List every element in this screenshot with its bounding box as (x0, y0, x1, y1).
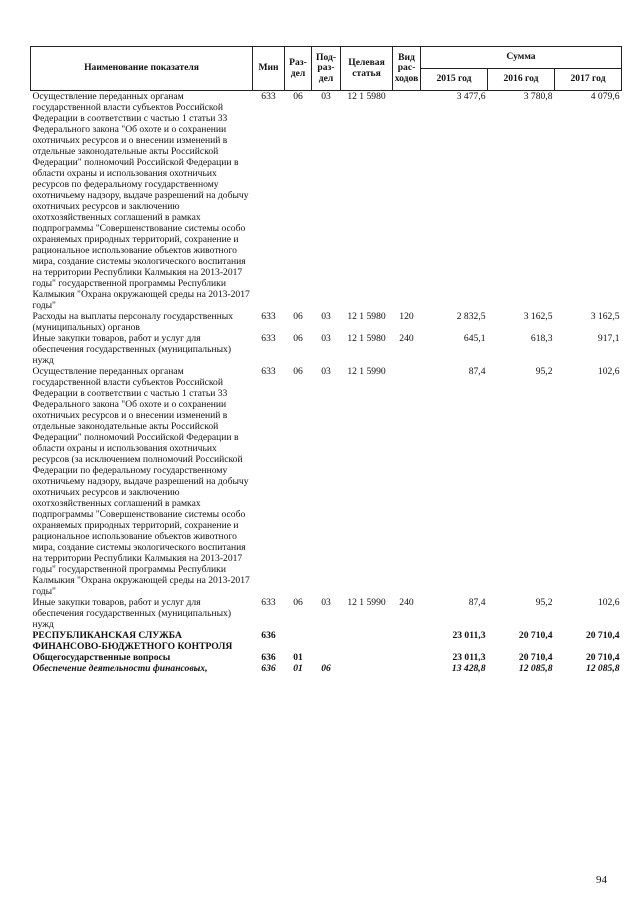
row-target-item: 12 1 5980 (347, 91, 386, 102)
row-sum-2017: 20 710,4 (585, 652, 620, 663)
row-expense-type (393, 663, 421, 677)
row-subsection (312, 630, 341, 652)
row-ministry: 633 (261, 311, 276, 322)
row-sum-2016: 12 085,8 (518, 663, 553, 674)
row-expense-type (393, 652, 421, 663)
header-name: Наименование показателя (31, 47, 253, 91)
budget-document (30, 46, 621, 677)
header-section: Раз- дел (285, 47, 312, 91)
row-subsection: 03 (321, 366, 331, 377)
page-number: 94 (596, 874, 607, 886)
row-sum-2017: 3 162,5 (590, 311, 620, 322)
row-sum-2015: 23 011,3 (452, 630, 486, 641)
row-ministry: 633 (261, 597, 276, 608)
row-sum-2016: 618,3 (530, 333, 553, 344)
row-ministry: 633 (261, 366, 276, 377)
row-ministry: 636 (261, 630, 276, 641)
row-name: РЕСПУБЛИКАНСКАЯ СЛУЖБА ФИНАНСОВО-БЮДЖЕТНОГО КОНТРОЛЯ (32, 630, 233, 652)
table-row (31, 366, 622, 597)
row-name: Расходы на выплаты персоналу государственных (муниципальных) органов (32, 311, 234, 333)
table-row (31, 91, 622, 312)
row-sum-2015: 23 011,3 (452, 652, 486, 663)
row-expense-type (393, 91, 421, 312)
table-row (31, 652, 622, 663)
row-expense-type: 120 (399, 311, 414, 322)
row-section: 06 (293, 366, 303, 377)
header-target-item: Целевая статья (341, 47, 393, 91)
table-row (31, 597, 622, 630)
header-expense-type: Вид рас- ходов (393, 47, 421, 91)
row-name: Общегосударственные вопросы (32, 652, 171, 663)
header-year-2016: 2016 год (488, 69, 555, 91)
row-sum-2017: 102,6 (597, 597, 620, 608)
row-section: 06 (293, 333, 303, 344)
row-expense-type (393, 366, 421, 597)
row-subsection: 03 (321, 311, 331, 322)
table-row (31, 311, 622, 333)
budget-table (30, 46, 622, 677)
row-sum-2016: 20 710,4 (518, 630, 553, 641)
table-body (31, 91, 622, 678)
table-row (31, 333, 622, 366)
row-subsection: 06 (321, 663, 331, 674)
row-sum-2015: 87,4 (468, 597, 486, 608)
row-section: 06 (293, 597, 303, 608)
header-year-2015: 2015 год (421, 69, 488, 91)
row-sum-2016: 95,2 (535, 366, 553, 377)
row-name: Иные закупки товаров, работ и услуг для обеспечения государственных (муниципальных) нужд (32, 333, 232, 366)
row-name: Иные закупки товаров, работ и услуг для обеспечения государственных (муниципальных) нужд (32, 597, 232, 630)
table-row (31, 630, 622, 652)
row-target-item: 12 1 5990 (347, 366, 386, 377)
header-ministry: Мин (253, 47, 285, 91)
row-target-item: 12 1 5980 (347, 311, 386, 322)
row-sum-2016: 20 710,4 (518, 652, 553, 663)
row-sum-2015: 87,4 (468, 366, 486, 377)
row-sum-2016: 3 780,8 (523, 91, 553, 102)
row-sum-2015: 645,1 (463, 333, 486, 344)
row-sum-2016: 95,2 (535, 597, 553, 608)
row-sum-2017: 917,1 (597, 333, 620, 344)
row-name: Осуществление переданных органам государственной власти субъектов Российской Федерации в соответствии с частью 1 статьи 33 Федерального закона "Об охоте и о сохранении охотничьих ресурсов и о внесении изменений в отдельные законодательные акты Российской Федерации" полномочий Российской Федерации в области охраны и использования охотничьих ресурсов по федеральному государственному охотничьему надзору, выдаче разрешений на добычу охотничьих ресурсов и заключению охотхозяйственных соглашений в рамках подпрограммы "Совершенствование системы особо охраняемых природных территорий, сохранение и рациональное использование объектов животного мира, создание системы экологического воспитания на территории Республики Калмыкия на 2013-2017 годы" государственной программы Республики Калмыкия "Охрана окружающей среды на 2013-2017 годы" (32, 91, 250, 311)
row-section: 06 (293, 91, 303, 102)
row-target-item (341, 663, 393, 677)
row-sum-2017: 102,6 (597, 366, 620, 377)
row-subsection: 03 (321, 91, 331, 102)
row-target-item: 12 1 5990 (347, 597, 386, 608)
row-subsection: 03 (321, 597, 331, 608)
row-ministry: 633 (261, 333, 276, 344)
row-sum-2016: 3 162,5 (523, 311, 553, 322)
row-ministry: 636 (261, 652, 276, 663)
header-subsection: Под- раз- дел (312, 47, 341, 91)
row-target-item (341, 652, 393, 663)
row-target-item (341, 630, 393, 652)
row-ministry: 633 (261, 91, 276, 102)
row-section (285, 630, 312, 652)
row-sum-2015: 3 477,6 (456, 91, 486, 102)
row-expense-type: 240 (399, 333, 414, 344)
row-expense-type: 240 (399, 597, 414, 608)
row-name: Осуществление переданных органам государственной власти субъектов Российской Федерации в соответствии с частью 1 статьи 33 Федерального закона "Об охоте и о сохранении охотничьих ресурсов и о внесении изменений в отдельные законодательные акты Российской Федерации" полномочий Российской Федерации в области охраны и использования охотничьих ресурсов (за исключением полномочий Российской Федерации по федеральному государственному охотничьему надзору, выдаче разрешений на добычу охотничьих ресурсов и заключению охотхозяйственных соглашений в рамках подпрограммы "Совершенствование системы особо охраняемых природных территорий, сохранение и рациональное использование объектов животного мира, создание системы экологического воспитания на территории Республики Калмыкия на 2013-2017 годы" государственной программы Республики Калмыкия "Охрана окружающей среды на 2013-2017 годы" (32, 366, 250, 597)
row-name: Обеспечение деятельности финансовых, (32, 663, 208, 674)
row-sum-2015: 2 832,5 (456, 311, 486, 322)
row-subsection (312, 652, 341, 663)
row-sum-2015: 13 428,8 (451, 663, 486, 674)
row-sum-2017: 20 710,4 (585, 630, 620, 641)
row-target-item: 12 1 5980 (347, 333, 386, 344)
row-section: 01 (293, 652, 303, 663)
row-sum-2017: 4 079,6 (590, 91, 620, 102)
header-year-2017: 2017 год (555, 69, 622, 91)
row-ministry: 636 (261, 663, 276, 674)
row-subsection: 03 (321, 333, 331, 344)
row-section: 06 (293, 311, 303, 322)
row-section: 01 (293, 663, 303, 674)
row-expense-type (393, 630, 421, 652)
row-sum-2017: 12 085,8 (585, 663, 620, 674)
header-sum: Сумма (421, 47, 622, 69)
table-row (31, 663, 622, 677)
